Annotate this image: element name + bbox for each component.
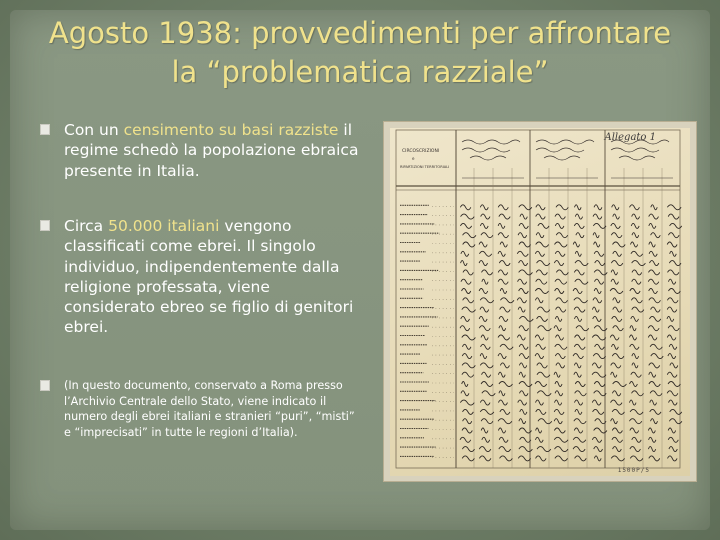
bullet-text: (In questo documento, conservato a Roma presso l’Archivio Centrale dello Stato, viene indicato il numero degli ebrei italiani e stranieri “puri”, “misti” e “imprecisati” in tutte le regioni d’Italia).	[64, 379, 355, 439]
bullet-highlight: 50.000 italiani	[108, 217, 220, 235]
document-footer: 1500P/5	[617, 467, 650, 474]
slide-title: Agosto 1938: provvedimenti per affrontare la “problematica razziale”	[48, 16, 672, 89]
bullet-text: Circa 50.000 italiani vengono classificati come ebrei. Il singolo individuo, indipendentemente dalla religione professata, viene considerato ebreo se figlio di genitori ebrei.	[64, 217, 354, 337]
bullet-box-icon	[40, 124, 50, 135]
bullet-box-icon	[40, 220, 50, 231]
bullet-item	[40, 120, 360, 181]
bullet-item	[40, 216, 360, 338]
bullet-highlight: censimento su basi razziste	[123, 121, 339, 139]
document-signature: Allegato 1	[604, 132, 656, 143]
bullet-text: Con un censimento su basi razziste il regime schedò la popolazione ebraica presente in Italia.	[64, 121, 359, 180]
bullet-box-icon	[40, 380, 50, 391]
census-table-image	[390, 128, 690, 476]
doc-header-text: CIRCOSCRIZIONI	[402, 149, 440, 154]
census-table-drawing	[390, 128, 690, 476]
document-image	[383, 121, 697, 482]
svg-text:e: e	[412, 156, 415, 161]
bullet-item	[40, 378, 360, 440]
svg-text:RIPARTIZIONI TERRITORIALI: RIPARTIZIONI TERRITORIALI	[400, 165, 450, 169]
